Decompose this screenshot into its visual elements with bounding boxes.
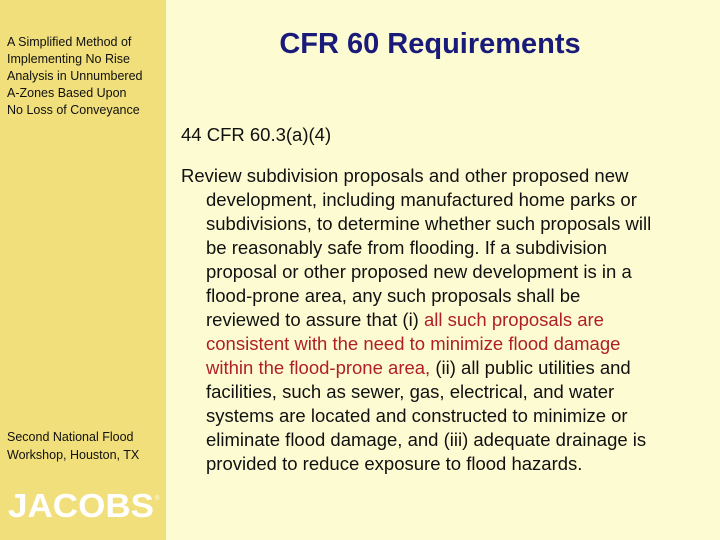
highlighted-text: all such proposals are: [423, 309, 604, 330]
presentation-title: [7, 34, 163, 119]
text-span: be reasonably safe from flooding. If a subdivision: [206, 237, 608, 258]
jacobs-logo: [8, 486, 160, 524]
body-text-line: [181, 308, 701, 332]
text-span: reviewed to assure that (i): [206, 309, 424, 330]
workshop-line: Second National Flood: [7, 430, 134, 444]
slide-title: CFR 60 Requirements: [279, 28, 581, 60]
presentation-title-line: No Loss of Conveyance: [7, 103, 140, 117]
highlighted-text: within the flood-prone area,: [206, 357, 431, 378]
presentation-title-line: Analysis in Unnumbered: [7, 69, 143, 83]
body-text-line: [181, 404, 701, 428]
highlighted-text: consistent with the need to minimize flood damage: [206, 333, 621, 354]
workshop-line: Workshop, Houston, TX: [7, 448, 140, 462]
sidebar: [0, 0, 166, 540]
body-text-line: [181, 212, 701, 236]
text-span: flood-prone area, any such proposals shall be: [206, 285, 581, 306]
regulation-body-text: [181, 164, 701, 476]
body-text-line: [181, 356, 701, 380]
text-span: systems are located and constructed to minimize or: [206, 405, 628, 426]
text-span: eliminate flood damage, and (iii) adequate drainage is: [206, 429, 647, 450]
body-text-line: [181, 452, 701, 476]
body-text-line: [181, 284, 701, 308]
text-span: (ii) all public utilities and: [430, 357, 631, 378]
body-text-line: [181, 380, 701, 404]
presentation-title-line: A Simplified Method of: [7, 35, 132, 49]
svg-text:JACOBS: JACOBS: [8, 487, 154, 524]
body-text-line: [181, 164, 701, 188]
presentation-title-line: Implementing No Rise: [7, 52, 130, 66]
regulation-citation: 44 CFR 60.3(a)(4): [181, 124, 332, 145]
body-text-line: [181, 236, 701, 260]
body-text-line: [181, 428, 701, 452]
text-span: proposal or other proposed new development is in a: [206, 261, 632, 282]
body-text-line: [181, 260, 701, 284]
presentation-title-line: A-Zones Based Upon: [7, 86, 127, 100]
text-span: Review subdivision proposals and other proposed new: [181, 165, 629, 186]
svg-text:®: ®: [155, 496, 160, 502]
text-span: facilities, such as sewer, gas, electrical, and water: [206, 381, 615, 402]
text-span: provided to reduce exposure to flood hazards.: [206, 453, 583, 474]
body-text-line: [181, 188, 701, 212]
body-text-line: [181, 332, 701, 356]
text-span: development, including manufactured home parks or: [206, 189, 637, 210]
text-span: subdivisions, to determine whether such proposals will: [206, 213, 652, 234]
workshop-info: [7, 428, 163, 464]
